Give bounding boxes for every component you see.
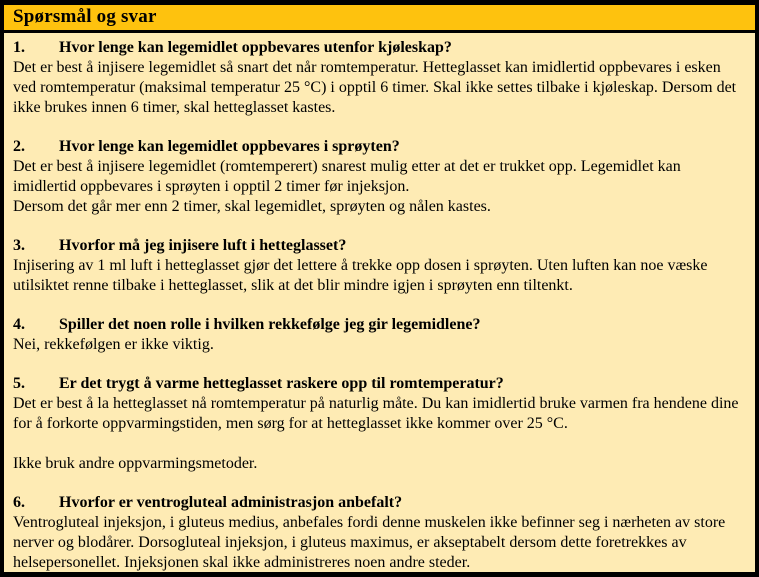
blank-line (13, 434, 746, 454)
qa-number: 3. (13, 237, 25, 254)
qa-item (13, 38, 746, 118)
qa-answer (13, 58, 746, 118)
qa-number: 6. (13, 494, 25, 511)
qa-paragraph: Ikke bruk andre oppvarmingsmetoder. (13, 455, 258, 472)
qa-question: Hvor lenge kan legemidlet oppbevares i sprøyten? (59, 138, 400, 155)
qa-answer (13, 394, 746, 474)
qa-paragraph: Dersom det går mer enn 2 timer, skal legemidlet, sprøyten og nålen kastes. (13, 198, 491, 215)
qa-question: Spiller det noen rolle i hvilken rekkefølge jeg gir legemidlene? (59, 316, 481, 333)
qa-answer (13, 513, 746, 573)
qa-number: 2. (13, 138, 25, 155)
qa-paragraph: Nei, rekkefølgen er ikke viktig. (13, 336, 214, 353)
page-title: Spørsmål og svar (13, 6, 157, 27)
qa-item (13, 315, 746, 355)
qa-question: Er det trygt å varme hetteglasset raskere opp til romtemperatur? (59, 375, 504, 392)
qa-heading (13, 374, 746, 394)
qa-question: Hvorfor er ventrogluteal administrasjon anbefalt? (59, 494, 403, 511)
qa-heading (13, 236, 746, 256)
qa-paragraph: Det er best å injisere legemidlet (romtemperert) snarest mulig etter at det er trukket opp. Legemidlet kan imidlertid oppbevares i sprøyten i opptil 2 timer før injeksjon. (13, 158, 681, 195)
qa-heading (13, 137, 746, 157)
qa-paragraph: Injisering av 1 ml luft i hetteglasset gjør det lettere å trekke opp dosen i sprøyten. Uten luften kan noe væske utilsiktet renne tilbake i hetteglasset, slik at det blir mindre igjen i sprøyten enn tiltenkt. (13, 257, 708, 294)
qa-answer (13, 256, 746, 296)
qa-answer (13, 157, 746, 217)
qa-heading (13, 38, 746, 58)
qa-number: 4. (13, 316, 25, 333)
qa-question: Hvor lenge kan legemidlet oppbevares utenfor kjøleskap? (59, 39, 452, 56)
qa-paragraph: Ventrogluteal injeksjon, i gluteus medius, anbefales fordi denne muskelen ikke befinner seg i nærheten av store nerver og blodårer. Dorsogluteal injeksjon, i gluteus maximus, er akseptabelt dersom dette foretrekkes av helsepersonellet. Injeksjonen skal ikke administreres noen andre steder. (13, 514, 726, 571)
qa-list (4, 33, 755, 573)
qa-item (13, 236, 746, 296)
qa-paragraph: Det er best å injisere legemidlet så snart det når romtemperatur. Hetteglasset kan imidlertid oppbevares i esken ved romtemperatur (maksimal temperatur 25 °C) i opptil 6 timer. Skal ikke settes tilbake i kjøleskap. Dersom det ikke brukes innen 6 timer, skal hetteglasset kastes. (13, 59, 737, 116)
qa-heading (13, 315, 746, 335)
document-header (4, 5, 755, 33)
qa-heading (13, 493, 746, 513)
qa-number: 1. (13, 39, 25, 56)
qa-item (13, 137, 746, 217)
qa-item (13, 493, 746, 573)
qa-item (13, 374, 746, 474)
qa-number: 5. (13, 375, 25, 392)
qa-paragraph: Det er best å la hetteglasset nå romtemperatur på naturlig måte. Du kan imidlertid bruke varmen fra hendene dine for å forkorte oppvarmingstiden, men sørg for at hetteglasset ikke kommer over 25 °C. (13, 395, 739, 432)
qa-question: Hvorfor må jeg injisere luft i hetteglasset? (59, 237, 347, 254)
qa-answer (13, 335, 746, 355)
